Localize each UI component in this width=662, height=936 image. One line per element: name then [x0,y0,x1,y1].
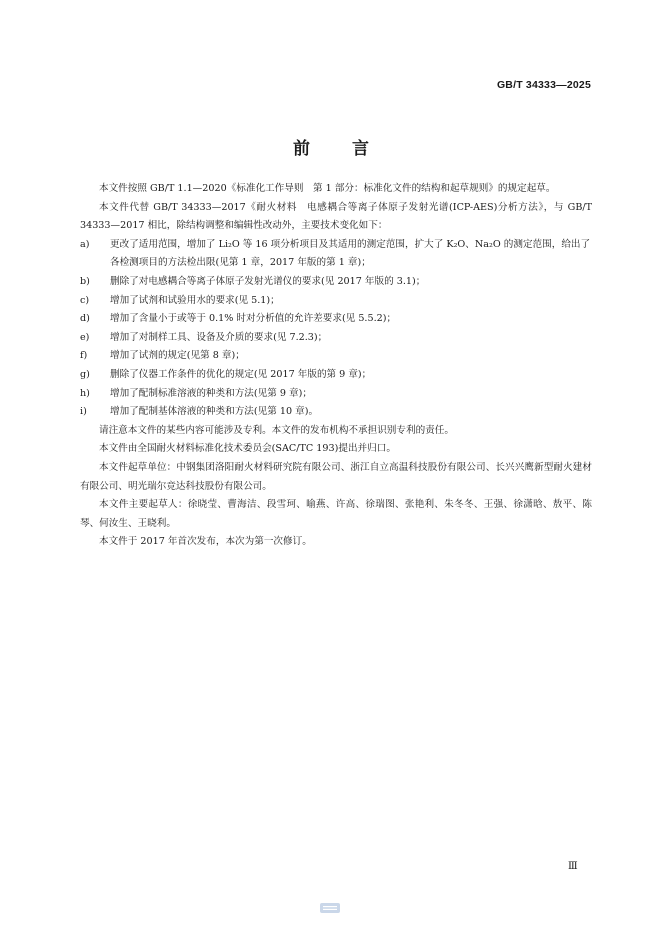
standard-code: GB/T 34333—2025 [496,79,591,91]
list-marker: i) [80,406,87,418]
list-item-text: 更改了适用范围，增加了 Li₂O 等 16 项分析项目及其适用的测定范围，扩大了 K₂O、Na₂O 的测定范围，给出了各检测项目的方法检出限(见第 1 章，2017 年版的第 1 章)； [110,238,591,269]
list-item-text: 删除了对电感耦合等离子体原子发射光谱仪的要求(见 2017 年版的 3.1)； [110,275,426,287]
revision-history-paragraph: 本文件于 2017 年首次发布，本次为第一次修订。 [99,536,312,548]
list-item [80,292,592,311]
list-item [80,366,592,385]
proposer-paragraph: 本文件由全国耐火材料标准化技术委员会(SAC/TC 193)提出并归口。 [99,443,396,455]
list-item [80,236,592,273]
patent-notice: 请注意本文件的某些内容可能涉及专利。本文件的发布机构不承担识别专利的责任。 [99,424,454,436]
list-marker: a) [80,238,90,250]
drafting-units-paragraph: 本文件起草单位：中钢集团洛阳耐火材料研究院有限公司、浙江自立高温科技股份有限公司、长兴兴鹰新型耐火建材有限公司、明光瑞尔竞达科技股份有限公司。 [80,461,592,492]
list-item [80,329,592,348]
list-item-text: 增加了含量小于或等于 0.1% 时对分析值的允许差要求(见 5.5.2)； [110,313,397,325]
list-item [80,347,592,366]
list-marker: b) [80,275,90,287]
list-item-text: 增加了配制基体溶液的种类和方法(见第 10 章)。 [110,406,319,418]
list-item-text: 增加了试剂和试验用水的要求(见 5.1)； [110,294,280,306]
list-item-text: 删除了仪器工作条件的优化的规定(见 2017 年版的第 9 章)； [110,368,372,380]
intro-paragraph-2: 本文件代替 GB/T 34333—2017《耐火材料 电感耦合等离子体原子发射光谱(ICP-AES)分析方法》，与 GB/T 34333—2017 相比，除结构调整和编辑性改动外，主要技术变化如下： [80,201,592,232]
page-title: 前 言 [293,139,387,159]
watermark-logo-icon [320,903,340,913]
intro-paragraph-1: 本文件按照 GB/T 1.1—2020《标准化工作导则 第 1 部分：标准化文件的结构和起草规则》的规定起草。 [99,183,556,194]
list-marker: h) [80,387,90,399]
list-marker: f) [80,350,88,362]
page-number: Ⅲ [568,861,578,872]
list-item [80,385,592,404]
list-item [80,273,592,292]
list-item-text: 增加了对制样工具、设备及介质的要求(见 7.2.3)； [110,331,328,343]
drafters-paragraph: 本文件主要起草人：徐晓莹、曹海洁、段雪珂、喻燕、许高、徐瑞图、张艳利、朱冬冬、王强、徐潇晗、敖平、陈琴、何汝生、王晓利。 [80,499,592,529]
list-item [80,310,592,329]
list-item [80,403,592,422]
list-item-text: 增加了试剂的规定(见第 8 章)； [110,350,245,362]
list-item-text: 增加了配制标准溶液的种类和方法(见第 9 章)； [110,387,312,399]
list-marker: g) [80,368,90,380]
foreword-body [80,180,592,552]
changes-list [80,236,592,422]
list-marker: d) [80,313,90,325]
list-marker: c) [80,294,90,306]
list-marker: e) [80,331,90,343]
